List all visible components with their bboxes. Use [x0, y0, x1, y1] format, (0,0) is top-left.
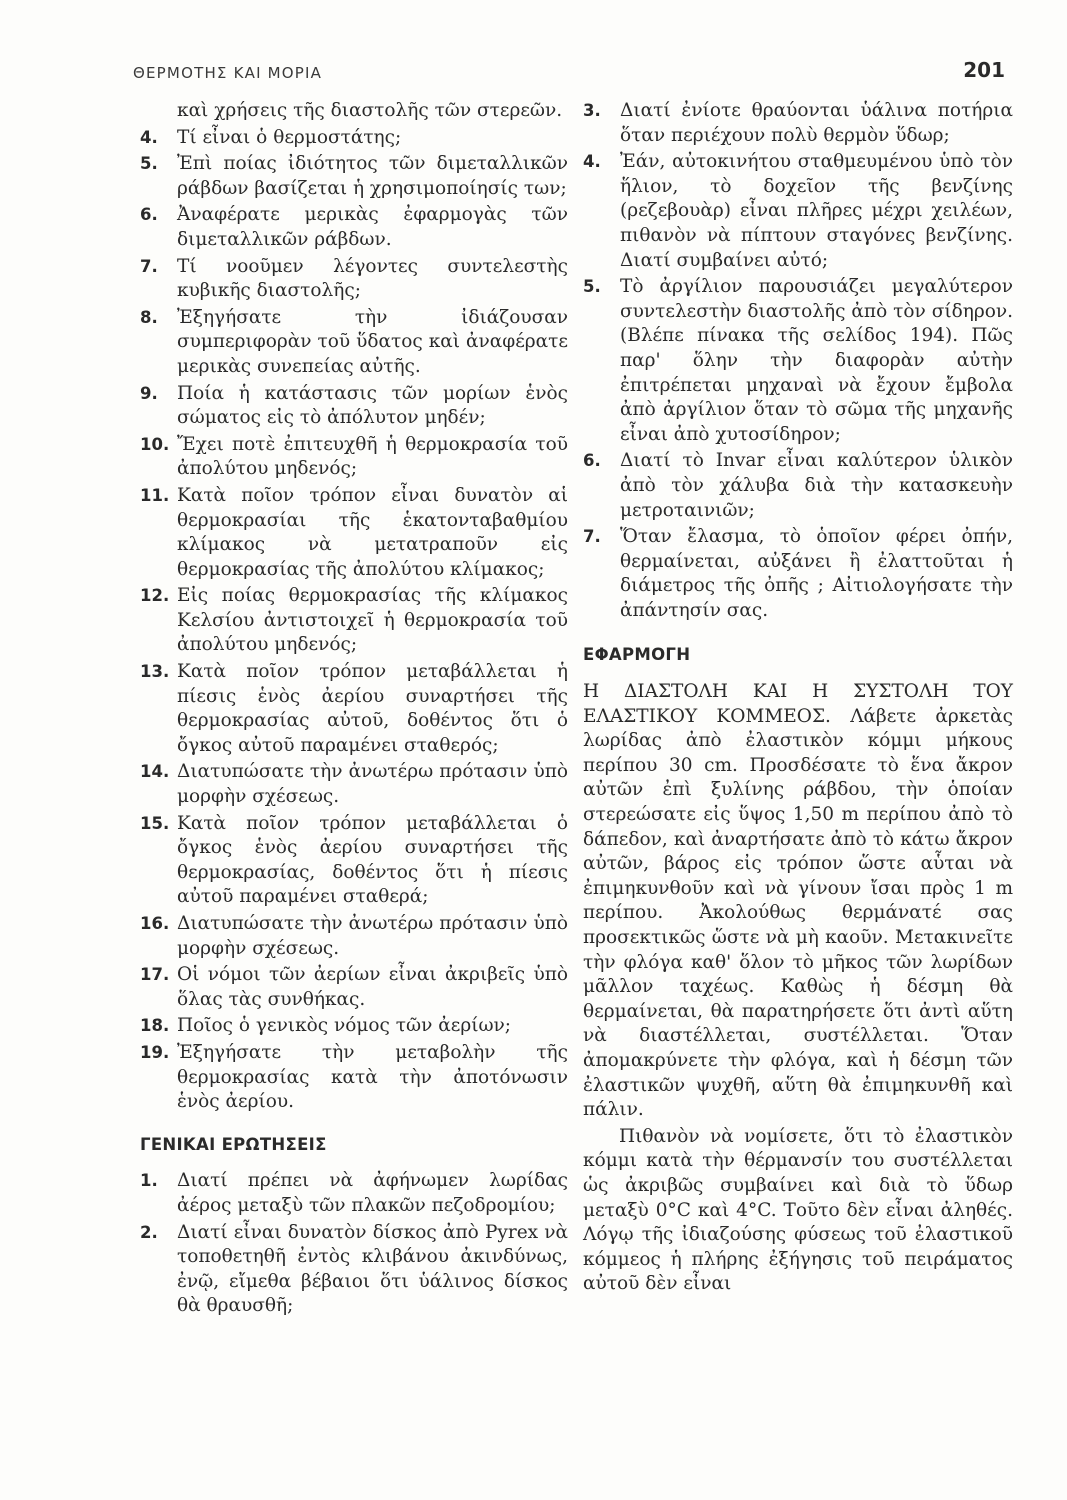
question-text: Ποῖος ὁ γενικὸς νόμος τῶν ἀερίων; [177, 1015, 512, 1037]
question-number: 5. [140, 154, 158, 174]
question-number: 8. [140, 307, 158, 327]
question-item [140, 660, 568, 758]
application-body [583, 680, 1013, 1123]
question-item [140, 382, 568, 431]
question-item [140, 1014, 568, 1039]
question-number: 12. [140, 586, 170, 606]
general-questions-list-continued [583, 99, 1013, 623]
question-number: 11. [140, 485, 170, 505]
question-text: Διατί τὸ Invar εἶναι καλύτερον ὑλικὸν ἀπὸ τὸν χάλυβα διὰ τὴν κατασκευὴν μετροταινιῶν; [620, 450, 1013, 521]
question-text: Ἐπὶ ποίας ἰδιότητος τῶν διμεταλλικῶν ράβδων βασίζεται ἡ χρησιμοποίησίς των; [177, 153, 568, 199]
left-column [140, 99, 568, 1321]
running-title: ΘΕΡΜΟΤΗΣ ΚΑΙ ΜΟΡΙΑ [133, 64, 323, 82]
continued-question-text: καὶ χρήσεις τῆς διαστολῆς τῶν στερεῶν. [177, 100, 563, 121]
question-number: 10. [140, 434, 170, 454]
question-text: Ἐάν, αὐτοκινήτου σταθμευμένου ὑπὸ τὸν ἥλιον, τὸ δοχεῖον τῆς βενζίνης (ρεζεβουὰρ) εἶναι πλῆρες μέχρι χειλέων, πιθανὸν νὰ πίπτουν σταγόνες βενζίνης. Διατί συμβαίνει αὐτό; [620, 151, 1013, 271]
question-number: 19. [140, 1042, 170, 1062]
question-number: 6. [140, 205, 158, 225]
right-column [583, 99, 1013, 1297]
question-text: Κατὰ ποῖον τρόπον μεταβάλλεται ὁ ὄγκος ἑνὸς ἀερίου συναρτήσει τῆς θερμοκρασίας, δοθέντος ὅτι ἡ πίεσις αὐτοῦ παραμένει σταθερά; [177, 812, 568, 908]
question-number: 4. [140, 127, 158, 147]
question-text: Οἱ νόμοι τῶν ἀερίων εἶναι ἀκριβεῖς ὑπὸ ὅλας τὰς συνθήκας. [177, 964, 568, 1010]
question-number: 1. [140, 1171, 158, 1191]
question-text: Διατί πρέπει νὰ ἀφήνωμεν λωρίδας ἀέρος μεταξὺ τῶν πλακῶν πεζοδρομίου; [177, 1170, 568, 1216]
question-text: Τὸ ἀργίλιον παρουσιάζει μεγαλύτερον συντελεστὴν διαστολῆς ἀπὸ τὸν σίδηρον. (Βλέπε πίνακα τῆς σελίδος 194). Πῶς παρ' ὅλην τὴν διαφορὰν αὐτὴν ἐπιτρέπεται μηχαναὶ νὰ ἔχουν ἔμβολα ἀπὸ ἀργίλιον ὅταν τὸ σῶμα τῆς μηχανῆς εἶναι ἀπὸ χυτοσίδηρον; [620, 276, 1013, 445]
review-questions-list [140, 126, 568, 1115]
question-text: Κατὰ ποῖον τρόπον μεταβάλλεται ἡ πίεσις ἑνὸς ἀερίου συναρτήσει τῆς θερμοκρασίας αὐτοῦ, δοθέντος ὅτι ὁ ὄγκος αὐτοῦ παραμένει σταθερός; [177, 661, 568, 756]
question-item [140, 433, 568, 482]
question-text: Ἀναφέρατε μερικὰς ἐφαρμογὰς τῶν διμεταλλικῶν ράβδων. [177, 204, 568, 250]
question-item [140, 760, 568, 809]
question-text: Διατυπώσατε τὴν ἀνωτέρω πρότασιν ὑπὸ μορφὴν σχέσεως. [177, 761, 568, 808]
question-item [583, 99, 1013, 148]
question-number: 9. [140, 383, 158, 403]
question-item [140, 203, 568, 252]
question-item [140, 812, 568, 910]
question-text: Διατυπώσατε τὴν ἀνωτέρω πρότασιν ὑπὸ μορφὴν σχέσεως. [177, 913, 568, 959]
application-title: Η ΔΙΑΣΤΟΛΗ ΚΑΙ Η ΣΥΣΤΟΛΗ ΤΟΥ ΕΛΑΣΤΙΚΟΥ ΚΟΜΜΕΟΣ. [583, 681, 1013, 727]
question-text: Ἔχει ποτὲ ἐπιτευχθῆ ἡ θερμοκρασία τοῦ ἀπολύτου μηδενός; [177, 433, 568, 480]
question-text: Τί εἶναι ὁ θερμοστάτης; [177, 126, 402, 148]
application-text: Λάβετε ἀρκετὰς λωρίδας ἀπὸ ἐλαστικὸν κόμμι μήκους περίπου 30 cm. Προσδέσατε τὸ ἕνα ἄκρον αὐτῶν ἐπὶ ξυλίνης ράβδου, τὴν ὁποίαν στερεώσατε εἰς ὕψος 1,50 m περίπου ἀπὸ τὸ δάπεδον, καὶ ἀναρτήσατε ἀπὸ τὸ κάτω ἄκρον αὐτῶν, βάρος εἰς τρόπον ὥστε αὗται νὰ ἐπιμηκυνθοῦν καὶ νὰ γίνουν ἴσαι πρὸς 1 m περίπου. Ἀκολούθως θερμάνατέ σας προσεκτικῶς ὥστε νὰ μὴ καοῦν. Μετακινεῖτε τὴν φλόγα καθ' ὅλον τὸ μῆκος τῶν λωρίδων μᾶλλον ταχέως. Καθὼς ἡ δέσμη θὰ θερμαίνεται, θὰ παρατηρήσετε ὅτι ἀντὶ αὕτη νὰ διαστέλλεται, συστέλλεται. Ὅταν ἀπομακρύνετε τὴν φλόγα, καὶ ἡ δέσμη τῶν ἐλαστικῶν ψυχθῆ, αὕτη θὰ ἐπιμηκυνθῆ καὶ πάλιν. [583, 705, 1014, 1121]
question-item [140, 1221, 568, 1319]
question-item [583, 150, 1013, 273]
question-item [140, 584, 568, 658]
page-number: 201 [963, 58, 1005, 82]
general-questions-heading: ΓΕΝΙΚΑΙ ΕΡΩΤΗΣΕΙΣ [140, 1134, 327, 1154]
question-item [140, 963, 568, 1012]
question-number: 4. [583, 152, 601, 172]
question-number: 5. [583, 277, 601, 297]
question-number: 7. [583, 527, 601, 547]
question-number: 16. [140, 914, 170, 933]
question-text: Ὅταν ἔλασμα, τὸ ὁποῖον φέρει ὀπήν, θερμαίνεται, αὐξάνει ἢ ἐλαττοῦται ἡ διάμετρος τῆς ὀπῆς ; Αἰτιολογήσατε τὴν ἀπάντησίν σας. [620, 526, 1013, 621]
general-questions-list [140, 1169, 568, 1319]
question-number: 13. [140, 662, 170, 682]
question-text: Ἐξηγήσατε τὴν μεταβολὴν τῆς θερμοκρασίας κατὰ τὴν ἀποτόνωσιν ἑνὸς ἀερίου. [177, 1041, 568, 1113]
page-header [133, 58, 1005, 88]
question-item [140, 484, 568, 582]
application-text-continued: Πιθανὸν νὰ νομίσετε, ὅτι τὸ ἐλαστικὸν κόμμι κατὰ τὴν θέρμανσίν του συστέλλεται ὡς ἀκριβῶς συμβαίνει καὶ διὰ τὸ ὕδωρ μεταξὺ 0°C καὶ 4°C. Τοῦτο δὲν εἶναι ἀληθές. Λόγῳ τῆς ἰδιαζούσης φύσεως τοῦ ἐλαστικοῦ κόμμεος ἡ πλήρης ἐξήγησις τοῦ πειράματος αὐτοῦ δὲν εἶναι [583, 1125, 1013, 1295]
question-item [140, 1041, 568, 1115]
question-text: Τί νοοῦμεν λέγοντες συντελεστὴς κυβικῆς διαστολῆς; [177, 255, 568, 302]
question-number: 6. [583, 451, 601, 471]
question-item [140, 306, 568, 380]
question-number: 2. [140, 1222, 158, 1242]
question-number: 18. [140, 1016, 170, 1036]
application-heading: ΕΦΑΡΜΟΓΗ [583, 645, 691, 665]
question-text: Διατί εἶναι δυνατὸν δίσκος ἀπὸ Pyrex νὰ τοποθετηθῆ ἐντὸς κλιβάνου ἀκινδύνως, ἐνῷ, εἴμεθα βέβαιοι ὅτι ὑάλινος δίσκος θὰ θραυσθῆ; [177, 1221, 568, 1317]
question-text: Διατί ἐνίοτε θραύονται ὑάλινα ποτήρια ὅταν περιέχουν πολὺ θερμὸν ὕδωρ; [620, 100, 1013, 146]
question-number: 15. [140, 813, 170, 833]
question-item [583, 275, 1013, 447]
question-item [140, 1169, 568, 1218]
question-text: Ποία ἡ κατάστασις τῶν μορίων ἑνὸς σώματος εἰς τὸ ἀπόλυτον μηδέν; [177, 382, 568, 429]
question-number: 17. [140, 965, 170, 985]
question-item [140, 255, 568, 304]
question-item [583, 525, 1013, 623]
question-item [140, 912, 568, 961]
question-number: 7. [140, 256, 158, 276]
question-text: Κατὰ ποῖον τρόπον εἶναι δυνατὸν αἱ θερμοκρασίαι τῆς ἑκατονταβαθμίου κλίμακος νὰ μετατραποῦν εἰς θερμοκρασίας τῆς ἀπολύτου κλίμακος; [177, 484, 568, 580]
question-text: Εἰς ποίας θερμοκρασίας τῆς κλίμακος Κελσίου ἀντιστοιχεῖ ἡ θερμοκρασία τοῦ ἀπολύτου μηδενός; [177, 585, 568, 656]
question-number: 3. [583, 101, 601, 120]
question-text: Ἐξηγήσατε τὴν ἰδιάζουσαν συμπεριφορὰν τοῦ ὕδατος καὶ ἀναφέρατε μερικὰς συνεπείας αὐτῆς. [177, 306, 568, 377]
question-item [140, 126, 568, 151]
question-number: 14. [140, 762, 170, 782]
question-item [583, 449, 1013, 523]
question-item [140, 152, 568, 201]
